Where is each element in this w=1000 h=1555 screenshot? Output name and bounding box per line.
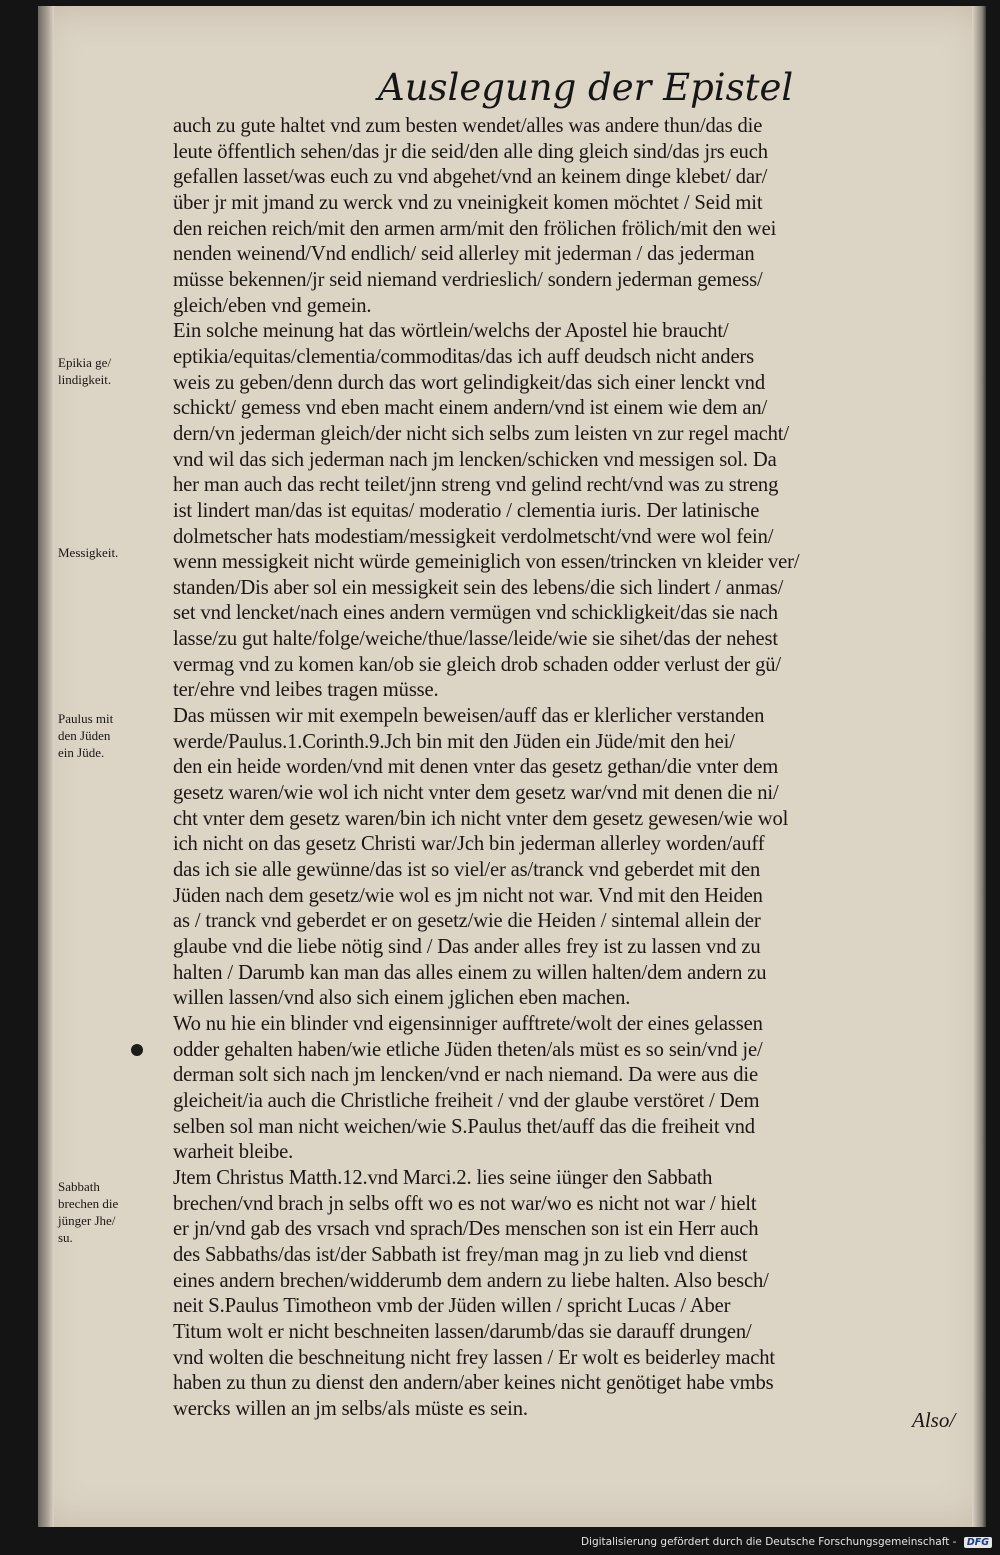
margin-note-sabbath: Sabbath brechen die jünger Jhe/ su. [58,1179,119,1245]
text-line: werde/Paulus.1.Corinth.9.Jch bin mit den Jüden ein Jüde/mit den hei/ [173,730,735,753]
text-line: gleicheit/ia auch die Christliche freiheit / vnd der glaube verstöret / Dem [173,1089,760,1112]
margin-note-paulus: Paulus mit den Jüden ein Jüde. [58,711,114,760]
text-line: den ein heide worden/vnd mit denen vnter das gesetz gethan/die vnter dem [173,756,779,779]
catchword: Also/ [912,1408,956,1432]
text-line: Jtem Christus Matth.12.vnd Marci.2. lies seine iünger den Sabbath [173,1166,713,1189]
text-line: vnd wolten die beschneitung nicht frey lassen / Er wolt es beiderley macht [173,1346,775,1369]
text-line: schickt/ gemess vnd eben macht einem andern/vnd ist einem wie dem an/ [173,397,768,420]
text-line: Titum wolt er nicht beschneiten lassen/darumb/das sie darauff drungen/ [173,1320,752,1343]
text-line: lasse/zu gut halte/folge/weiche/thue/lasse/leide/wie sie sihet/das der nehest [173,628,778,651]
text-line: haben zu thun zu dienst den andern/aber keines nicht genötiget habe vmbs [173,1372,774,1395]
text-line: as / tranck vnd geberdet er on gesetz/wie die Heiden / sintemal allein der [173,910,761,933]
text-line: das ich sie alle gewünne/das ist so viel/er as/tranck vnd geberdet mit den [173,859,761,882]
text-line: derman solt sich nach jm lencken/vnd er nach niemand. Da were aus die [173,1064,758,1087]
page-gutter-shadow [38,6,54,1527]
text-line: wercks willen an jm selbs/als müste es sein. [173,1397,528,1420]
text-line: müsse bekennen/jr seid niemand verdrieslich/ sondern jederman gemess/ [173,268,763,291]
text-line: her man auch das recht teilet/jnn streng vnd gelind recht/vnd was zu streng [173,474,779,497]
text-line: Jüden nach dem gesetz/wie wol es jm nicht not war. Vnd mit den Heiden [173,884,763,907]
text-line: standen/Dis aber sol ein messigkeit sein des lebens/die sich lindert / anmas/ [173,576,784,599]
digitization-credit [581,1536,992,1548]
text-line: brechen/vnd brach jn selbs offt wo es not war/wo es nicht not war / hielt [173,1192,757,1215]
text-line: ist lindert man/das ist equitas/ moderatio / clementia iuris. Der latinische [173,499,760,522]
text-line: willen lassen/vnd also sich einem jglichen eben machen. [173,987,631,1010]
text-line: ich nicht on das gesetz Christi war/Jch bin jederman allerley worden/auff [173,833,765,856]
book-page [38,6,986,1527]
main-text-block [173,114,973,1422]
text-line: odder gehalten haben/wie etliche Jüden theten/als müst es so sein/vnd je/ [173,1038,763,1061]
text-line: gesetz waren/wie wol ich nicht vnter dem gesetz war/vnd mit denen die ni/ [173,782,779,805]
ink-blot-mark [131,1044,143,1056]
text-line: leute öffentlich sehen/das jr die seid/den alle ding gleich sind/das jrs euch [173,140,768,163]
text-line: halten / Darumb kan man das alles einem zu willen halten/dem andern zu [173,961,767,984]
text-line: über jr mit jmand zu werck vnd zu vneinigkeit komen möchtet / Seid mit [173,191,763,214]
text-line: weis zu geben/denn durch das wort gelindigkeit/das sich einer lenckt vnd [173,371,765,394]
margin-note-epikia: Epikia ge/ lindigkeit. [58,355,112,387]
text-line: vnd wil das sich jederman nach jm lencken/schicken vnd messigen sol. Da [173,448,777,471]
text-line: gleich/eben vnd gemein. [173,294,372,317]
text-line: selben sol man nicht weichen/wie S.Paulus thet/auff das die freiheit vnd [173,1115,755,1138]
text-line: Ein solche meinung hat das wörtlein/welchs der Apostel hie braucht/ [173,320,729,343]
text-line: set vnd lencket/nach eines andern vermügen vnd schickligkeit/das sie nach [173,602,778,625]
text-line: er jn/vnd gab des vrsach vnd sprach/Des menschen son ist ein Herr auch [173,1218,759,1241]
text-line: auch zu gute haltet vnd zum besten wendet/alles was andere thun/das die [173,115,763,137]
text-line: vermag vnd zu komen kan/ob sie gleich drob schaden odder verlust der gü/ [173,653,781,676]
text-line: wenn messigkeit nicht würde gemeiniglich von essen/trincken vn kleider ver/ [173,551,800,574]
text-line: warheit bleibe. [173,1141,294,1164]
text-line: des Sabbaths/das ist/der Sabbath ist frey/man mag jn zu lieb vnd dienst [173,1243,748,1266]
credit-text: Digitalisierung gefördert durch die Deutsche Forschungsgemeinschaft - [580,1536,957,1548]
text-line: gefallen lasset/was euch zu vnd abgehet/vnd an keinem dinge klebet/ dar/ [173,166,768,189]
text-line: neit S.Paulus Timotheon vmb der Jüden willen / spricht Lucas / Aber [173,1295,731,1318]
text-line: dolmetscher hats modestiam/messigkeit verdolmetscht/vnd were wol fein/ [173,525,774,548]
dfg-logo: DFG [964,1537,992,1548]
text-line: cht vnter dem gesetz waren/bin ich nicht vnter dem gesetz gewesen/wie wol [173,807,789,830]
text-line: eines andern brechen/widderumb dem andern zu liebe halten. Also besch/ [173,1269,769,1292]
text-line: eptikia/equitas/clementia/commoditas/das ich auff deudsch nicht anders [173,345,755,368]
text-line: Wo nu hie ein blinder vnd eigensinniger aufftrete/wolt der eines gelassen [173,1012,763,1035]
text-line: den reichen reich/mit den armen arm/mit den frölichen frölich/mit den wei [173,217,777,240]
page-edge-shadow [972,6,986,1527]
text-line: ter/ehre vnd leibes tragen müsse. [173,679,439,702]
text-line: glaube vnd die liebe nötig sind / Das ander alles frey ist zu lassen vnd zu [173,936,761,958]
text-line: dern/vn jederman gleich/der nicht sich selbs zum leisten vn zur regel macht/ [173,422,789,445]
text-line: Das müssen wir mit exempeln beweisen/auff das er klerlicher verstanden [173,705,765,728]
running-header: Auslegung der Epistel [378,66,794,109]
margin-note-messigkeit: Messigkeit. [58,545,119,560]
text-line: nenden weinend/Vnd endlich/ seid allerley mit jederman / das jederman [173,243,755,266]
